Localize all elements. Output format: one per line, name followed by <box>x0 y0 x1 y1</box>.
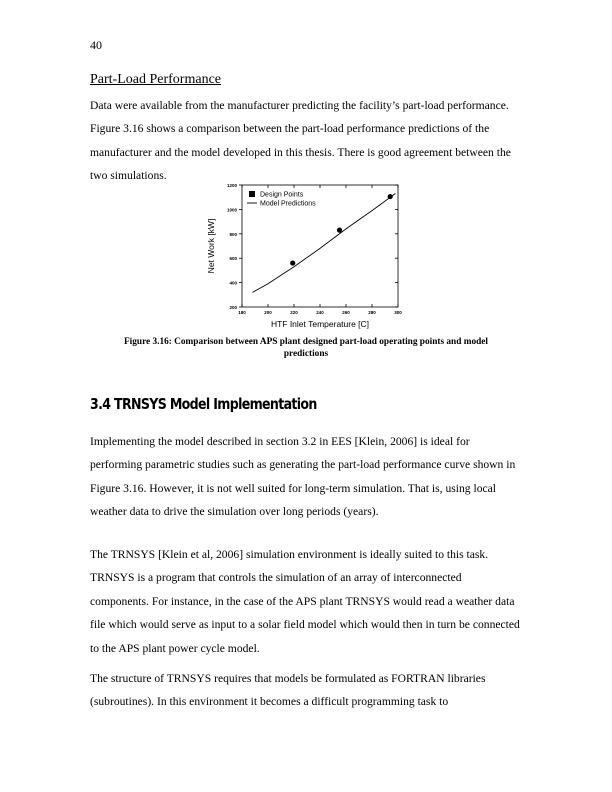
paragraph-part-load-intro: Data were available from the manufacturer predicting the facility’s part-load performance. Figure 3.16 shows a comparison between the part-load performance predictions of the manufacturer and the model developed in this thesis. There is good agreement between the two simulations. <box>90 99 511 183</box>
subheading-part-load-performance: Part-Load Performance <box>90 72 221 87</box>
x-tick-label: 220 <box>290 310 298 315</box>
y-tick-label: 200 <box>229 305 237 310</box>
design-point-marker <box>290 260 295 265</box>
section-title: 3.4 TRNSYS Model Implementation <box>90 395 317 413</box>
paragraph-ees-limitations: Implementing the model described in section 3.2 in EES [Klein, 2006] is ideal for performing parametric studies such as generating the part-load performance curve shown in Figure 3.16. However, it is not well suited for long-term simulation. That is, using local weather data to drive the simulation over long periods (years). <box>90 435 516 519</box>
y-tick-label: 800 <box>229 231 237 237</box>
y-tick-label: 600 <box>229 256 237 262</box>
legend-label: Model Predictions <box>260 200 316 208</box>
paragraph-trnsys-structure: The structure of TRNSYS requires that models be formulated as FORTRAN libraries (subroutines). In this environment it becomes a difficult programming task to <box>90 672 486 709</box>
x-tick-label: 200 <box>264 310 272 315</box>
y-tick-label: 1200 <box>226 183 237 188</box>
y-tick-label: 1000 <box>226 207 237 213</box>
legend-marker-swatch <box>249 191 255 197</box>
x-tick-label: 260 <box>342 310 350 315</box>
chart-svg <box>196 180 420 330</box>
y-tick-label: 400 <box>229 280 237 286</box>
x-axis-label: HTF Inlet Temperature [C] <box>270 319 370 329</box>
figure-caption: Figure 3.16: Comparison between APS plant designed part-load operating points and model predictions <box>124 337 488 359</box>
x-tick-label: 280 <box>368 310 376 315</box>
x-tick-label: 240 <box>316 310 324 315</box>
series-layer <box>252 191 395 293</box>
y-axis-label: Net Work [kW] <box>206 218 216 274</box>
paragraph-trnsys-environment: The TRNSYS [Klein et al, 2006] simulation environment is ideally suited to this task. TRNSYS is a program that controls the simulation of an array of interconnected components. For instance, in the case of the APS plant TRNSYS would read a weather data file which would serve as input to a solar field model which would then in turn be connected to the APS plant power cycle model. <box>90 548 520 655</box>
x-tick-label: 300 <box>394 310 402 315</box>
page-number: 40 <box>90 38 102 52</box>
x-tick-label: 180 <box>238 310 246 315</box>
model-predictions-line <box>252 191 395 293</box>
legend-label: Design Points <box>260 191 304 199</box>
chart-legend <box>247 191 316 208</box>
figure-part-load-chart <box>196 180 420 330</box>
